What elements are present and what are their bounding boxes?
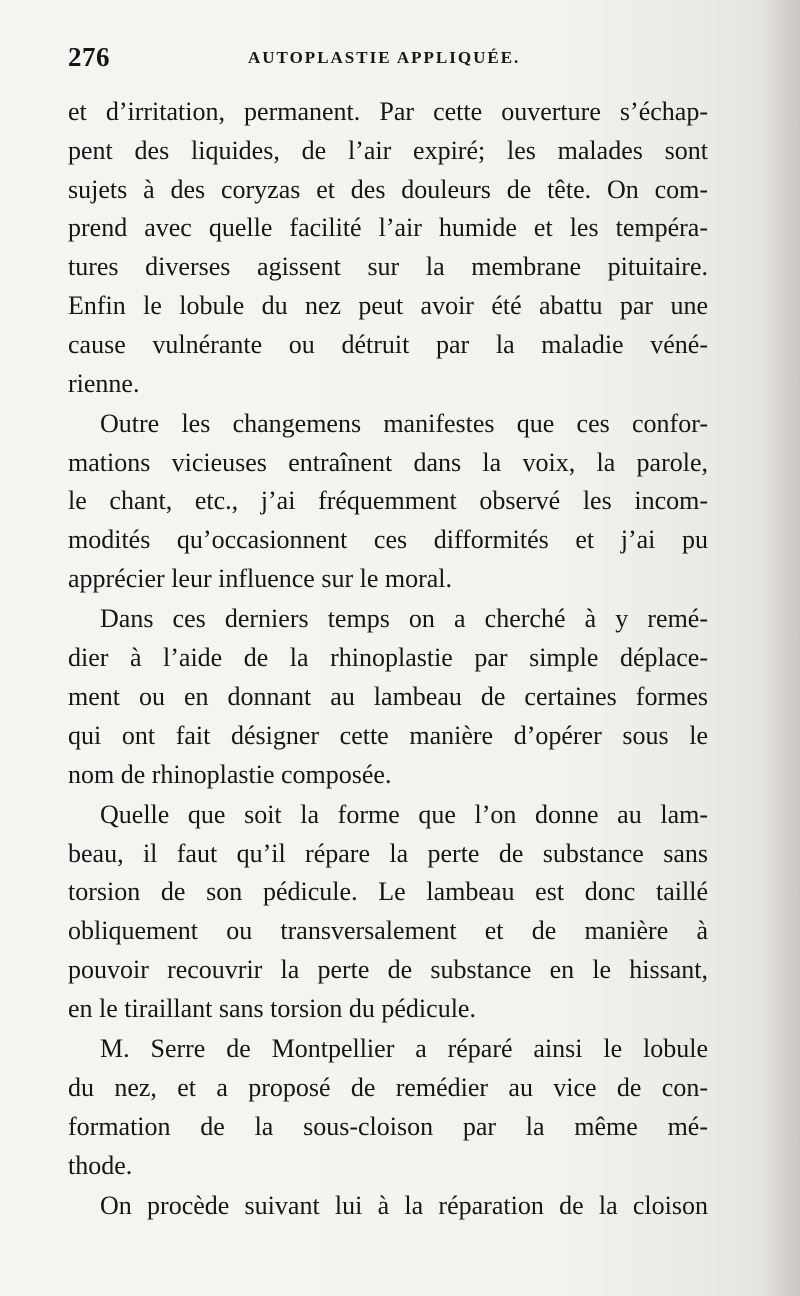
text-line: mations vicieuses entraînent dans la voix, la parole, (68, 447, 708, 477)
text-line: pouvoir recouvrir la perte de substance en le hissant, (68, 955, 708, 985)
paragraph (68, 1187, 708, 1226)
paragraph (68, 600, 708, 794)
running-head: AUTOPLASTIE APPLIQUÉE. (248, 48, 521, 67)
paragraph (68, 405, 708, 599)
text-line: Enfin le lobule du nez peut avoir été abattu par une (68, 290, 708, 320)
text-line: et d’irritation, permanent. Par cette ouverture s’échap- (68, 97, 708, 126)
text-line: thode. (68, 1150, 133, 1180)
text-line: Dans ces derniers temps on a cherché à y remé- (100, 604, 708, 634)
text-line: M. Serre de Montpellier a réparé ainsi le lobule (100, 1034, 708, 1064)
text-line: beau, il faut qu’il répare la perte de substance sans (68, 838, 708, 868)
text-line: pent des liquides, de l’air expiré; les malades sont (68, 135, 708, 165)
paragraph (68, 1030, 708, 1185)
text-line: sujets à des coryzas et des douleurs de tête. On com- (68, 174, 708, 204)
page-number: 276 (68, 42, 110, 72)
text-line: prend avec quelle facilité l’air humide et les tempéra- (68, 213, 708, 243)
text-line: cause vulnérante ou détruit par la maladie véné- (68, 329, 708, 359)
text-line: du nez, et a proposé de remédier au vice de con- (68, 1072, 708, 1102)
text-line: le chant, etc., j’ai fréquemment observé les incom- (68, 486, 708, 516)
text-line: qui ont fait désigner cette manière d’opérer sous le (68, 720, 708, 750)
text-line: nom de rhinoplastie composée. (68, 759, 392, 789)
text-line: formation de la sous-cloison par la même mé- (68, 1111, 708, 1141)
page-header (68, 42, 708, 82)
text-line: rienne. (68, 368, 140, 398)
text-line: torsion de son pédicule. Le lambeau est donc taillé (68, 877, 708, 907)
body-text (68, 93, 708, 1226)
text-line: en le tiraillant sans torsion du pédicule. (68, 993, 476, 1023)
text-line: On procède suivant lui à la réparation de la cloison (100, 1190, 708, 1220)
paragraph (68, 93, 708, 403)
paragraph (68, 796, 708, 1029)
text-line: modités qu’occasionnent ces difformités et j’ai pu (68, 525, 708, 555)
text-line: Quelle que soit la forme que l’on donne au lam- (100, 799, 708, 829)
text-line: dier à l’aide de la rhinoplastie par simple déplace- (68, 643, 708, 673)
text-line: ment ou en donnant au lambeau de certaines formes (68, 681, 708, 711)
text-line: obliquement ou transversalement et de manière à (68, 916, 708, 946)
page-gutter-shadow (766, 0, 800, 1296)
text-line: Outre les changemens manifestes que ces confor- (100, 408, 708, 438)
text-line: tures diverses agissent sur la membrane pituitaire. (68, 252, 708, 282)
text-line: apprécier leur influence sur le moral. (68, 564, 453, 594)
